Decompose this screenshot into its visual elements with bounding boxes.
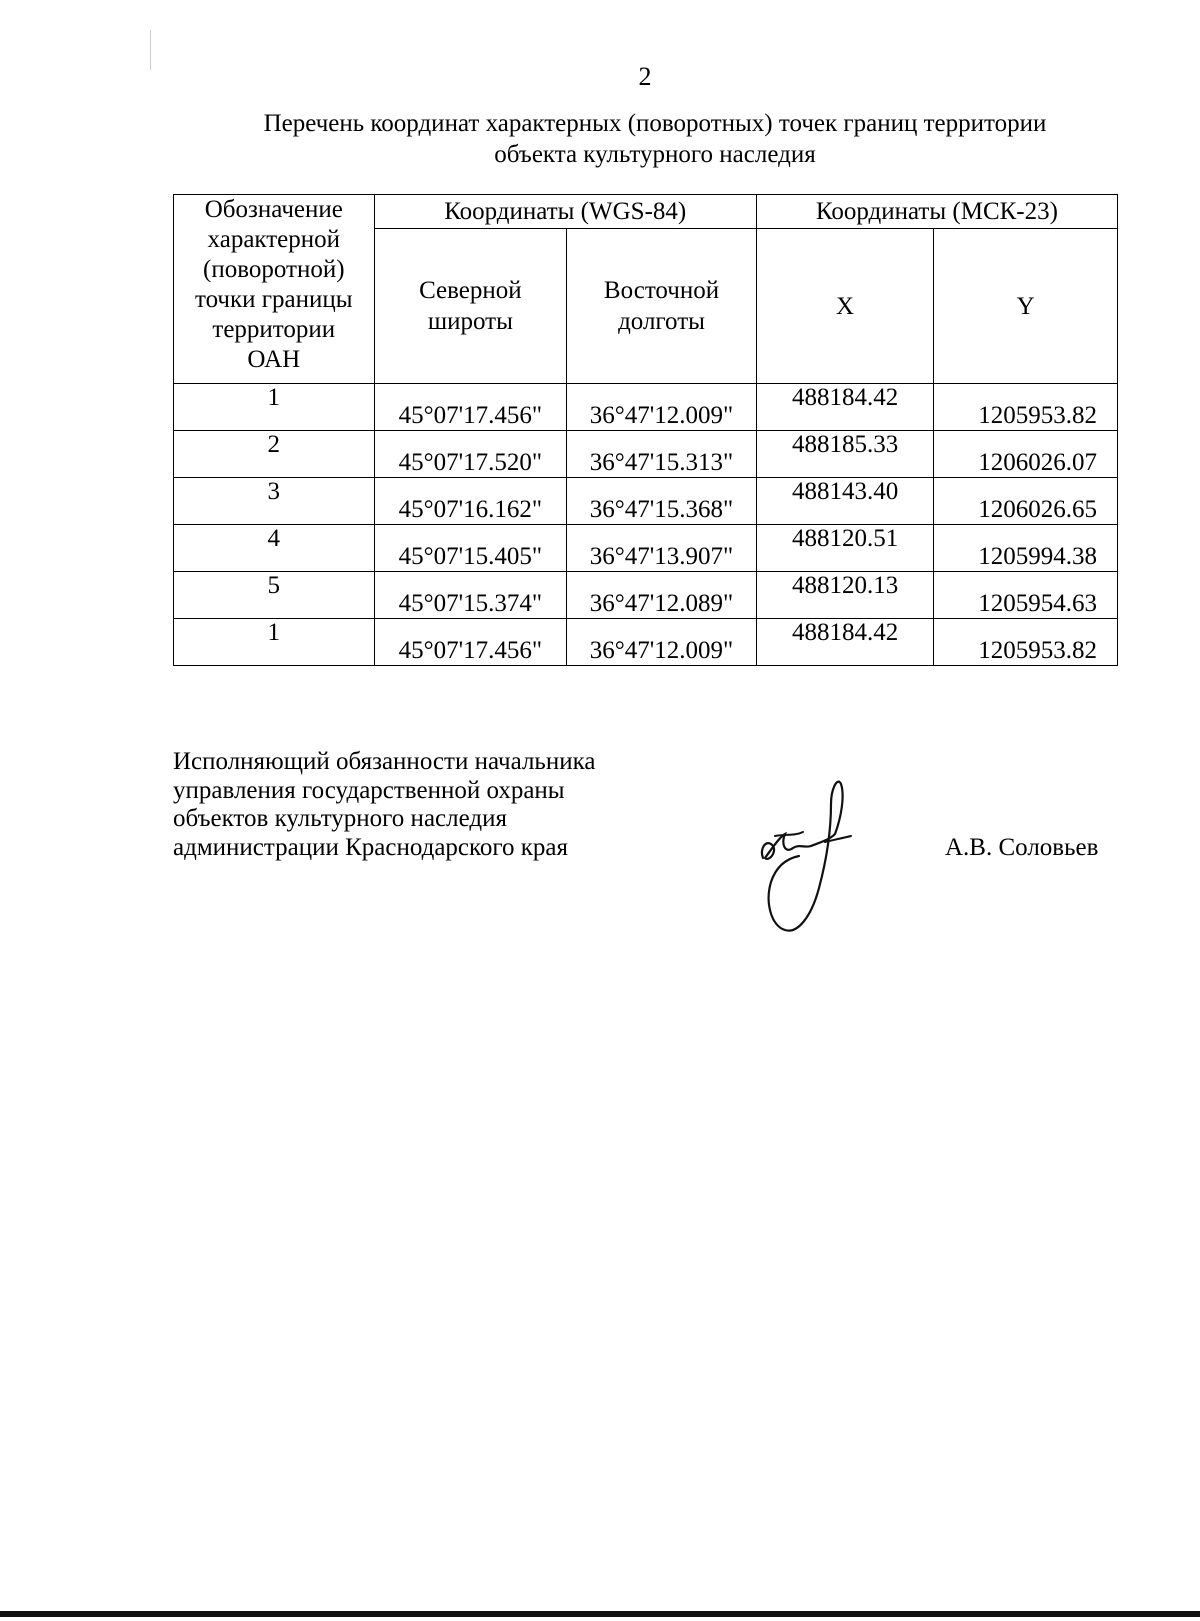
title-line-1: Перечень координат характерных (поворотных) точек границ территории bbox=[263, 110, 1047, 137]
cell-latitude: 45°07'17.520" bbox=[374, 431, 567, 478]
header-x: X bbox=[756, 229, 933, 384]
header-y: Y bbox=[934, 229, 1118, 384]
position-line: управления государственной охраны bbox=[173, 776, 565, 804]
cell-x: 488143.40 bbox=[756, 478, 933, 525]
table-row bbox=[174, 478, 1118, 525]
cell-x: 488184.42 bbox=[756, 619, 933, 666]
cell-y: 1205954.63 bbox=[934, 572, 1118, 619]
cell-point: 1 bbox=[174, 619, 375, 666]
cell-x: 488184.42 bbox=[756, 384, 933, 431]
cell-point: 3 bbox=[174, 478, 375, 525]
position-line: объектов культурного наследия bbox=[173, 805, 507, 832]
position-line: Исполняющий обязанности начальника bbox=[173, 748, 596, 775]
coordinates-table bbox=[173, 194, 1118, 666]
table-row bbox=[174, 572, 1118, 619]
cell-longitude: 36°47'15.368" bbox=[567, 478, 757, 525]
title-line-2: объекта культурного наследия bbox=[494, 141, 816, 168]
cell-point: 1 bbox=[174, 384, 375, 431]
cell-y: 1205994.38 bbox=[934, 525, 1118, 572]
page-number: 2 bbox=[638, 62, 652, 91]
position-line: администрации Краснодарского края bbox=[173, 833, 569, 861]
table-row bbox=[174, 525, 1118, 572]
header-longitude: Восточной долготы bbox=[567, 229, 757, 384]
header-latitude: Северной широты bbox=[374, 229, 567, 384]
cell-longitude: 36°47'15.313" bbox=[567, 431, 757, 478]
cell-longitude: 36°47'13.907" bbox=[567, 525, 757, 572]
cell-x: 488120.13 bbox=[756, 572, 933, 619]
header-msk23-group: Координаты (МСК-23) bbox=[756, 195, 1117, 229]
cell-latitude: 45°07'15.405" bbox=[374, 525, 567, 572]
cell-y: 1206026.65 bbox=[934, 478, 1118, 525]
cell-longitude: 36°47'12.009" bbox=[567, 384, 757, 431]
document-title bbox=[175, 108, 1135, 170]
cell-y: 1205953.82 bbox=[934, 619, 1118, 666]
table-row bbox=[174, 431, 1118, 478]
cell-x: 488185.33 bbox=[756, 431, 933, 478]
cell-longitude: 36°47'12.089" bbox=[567, 572, 757, 619]
cell-x: 488120.51 bbox=[756, 525, 933, 572]
signatory-position bbox=[173, 748, 595, 862]
scan-bottom-border bbox=[0, 1611, 1200, 1617]
cell-y: 1206026.07 bbox=[934, 431, 1118, 478]
cell-longitude: 36°47'12.009" bbox=[567, 619, 757, 666]
cell-latitude: 45°07'17.456" bbox=[374, 619, 567, 666]
cell-y: 1205953.82 bbox=[934, 384, 1118, 431]
table-row bbox=[174, 384, 1118, 431]
cell-point: 2 bbox=[174, 431, 375, 478]
table-row bbox=[174, 619, 1118, 666]
cell-latitude: 45°07'17.456" bbox=[374, 384, 567, 431]
signatory-name: А.В. Соловьев bbox=[945, 834, 1099, 861]
cell-latitude: 45°07'16.162" bbox=[374, 478, 567, 525]
header-wgs84-group: Координаты (WGS-84) bbox=[374, 195, 756, 229]
cell-point: 4 bbox=[174, 525, 375, 572]
cell-point: 5 bbox=[174, 572, 375, 619]
header-point-designation: Обозначение характерной (поворотной) точки границы территории ОАН bbox=[174, 195, 375, 384]
handwritten-signature bbox=[755, 778, 885, 938]
cell-latitude: 45°07'15.374" bbox=[374, 572, 567, 619]
